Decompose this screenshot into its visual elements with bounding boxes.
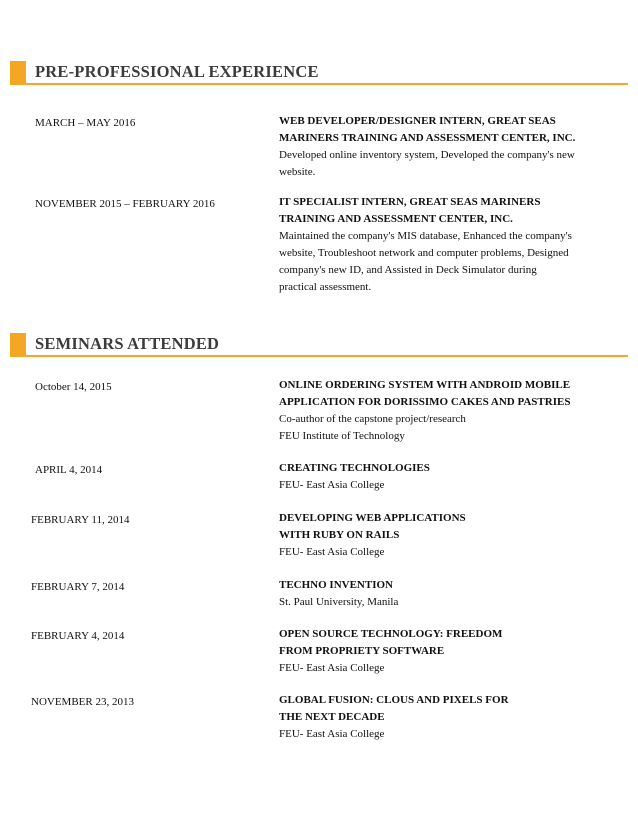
experience-description-line: company's new ID, and Assisted in Deck Simulator during (279, 264, 537, 276)
experience-title-line: TRAINING AND ASSESSMENT CENTER, INC. (279, 213, 513, 225)
seminar-date: FEBRUARY 7, 2014 (31, 581, 125, 593)
section-divider (10, 355, 628, 357)
seminar-detail-line: FEU Institute of Technology (279, 430, 405, 442)
seminar-detail-line: St. Paul University, Manila (279, 596, 399, 608)
experience-section-title: PRE-PROFESSIONAL EXPERIENCE (35, 62, 319, 81)
seminar-entry (279, 510, 619, 561)
experience-title-line: IT SPECIALIST INTERN, GREAT SEAS MARINERS (279, 196, 541, 208)
seminar-detail-line: Co-author of the capstone project/research (279, 413, 466, 425)
experience-date: MARCH – MAY 2016 (35, 117, 136, 129)
experience-section-header (10, 61, 628, 83)
experience-description-line: website. (279, 166, 316, 178)
seminar-date: FEBRUARY 4, 2014 (31, 630, 125, 642)
seminar-entry (279, 577, 619, 611)
section-accent-bar (10, 333, 26, 355)
seminar-detail-line: FEU- East Asia College (279, 728, 385, 740)
experience-title-line: MARINERS TRAINING AND ASSESSMENT CENTER, INC. (279, 132, 576, 144)
section-accent-bar (10, 61, 26, 83)
experience-entry (279, 113, 619, 181)
seminar-date: October 14, 2015 (35, 381, 112, 393)
seminar-title-line: DEVELOPING WEB APPLICATIONS (279, 512, 466, 524)
seminar-title-line: OPEN SOURCE TECHNOLOGY: FREEDOM (279, 628, 503, 640)
seminars-section-title: SEMINARS ATTENDED (35, 334, 220, 353)
seminar-entry (279, 692, 619, 743)
seminar-detail-line: FEU- East Asia College (279, 479, 385, 491)
seminar-title-line: APPLICATION FOR DORISSIMO CAKES AND PASTRIES (279, 396, 571, 408)
experience-description-line: Developed online inventory system, Developed the company's new (279, 149, 575, 161)
seminar-title-line: FROM PROPRIETY SOFTWARE (279, 645, 445, 657)
section-divider (10, 83, 628, 85)
seminar-date: NOVEMBER 23, 2013 (31, 696, 134, 708)
experience-description-line: practical assessment. (279, 281, 372, 293)
seminar-detail-line: FEU- East Asia College (279, 662, 385, 674)
seminar-title-line: WITH RUBY ON RAILS (279, 529, 400, 541)
experience-entry (279, 194, 619, 296)
seminar-title-line: THE NEXT DECADE (279, 711, 385, 723)
experience-title-line: WEB DEVELOPER/DESIGNER INTERN, GREAT SEAS (279, 115, 556, 127)
experience-date: NOVEMBER 2015 – FEBRUARY 2016 (35, 198, 215, 210)
seminar-title-line: TECHNO INVENTION (279, 579, 393, 591)
seminars-section-header (10, 333, 628, 355)
experience-description-line: website, Troubleshoot network and computer problems, Designed (279, 247, 569, 259)
seminar-date: APRIL 4, 2014 (35, 464, 103, 476)
seminar-entry (279, 460, 619, 494)
experience-description-line: Maintained the company's MIS database, Enhanced the company's (279, 230, 572, 242)
seminar-title-line: CREATING TECHNOLOGIES (279, 462, 430, 474)
seminar-title-line: GLOBAL FUSION: CLOUS AND PIXELS FOR (279, 694, 509, 706)
seminar-detail-line: FEU- East Asia College (279, 546, 385, 558)
seminar-entry (279, 377, 619, 445)
seminar-entry (279, 626, 619, 677)
seminar-date: FEBRUARY 11, 2014 (31, 514, 130, 526)
seminar-title-line: ONLINE ORDERING SYSTEM WITH ANDROID MOBILE (279, 379, 571, 391)
